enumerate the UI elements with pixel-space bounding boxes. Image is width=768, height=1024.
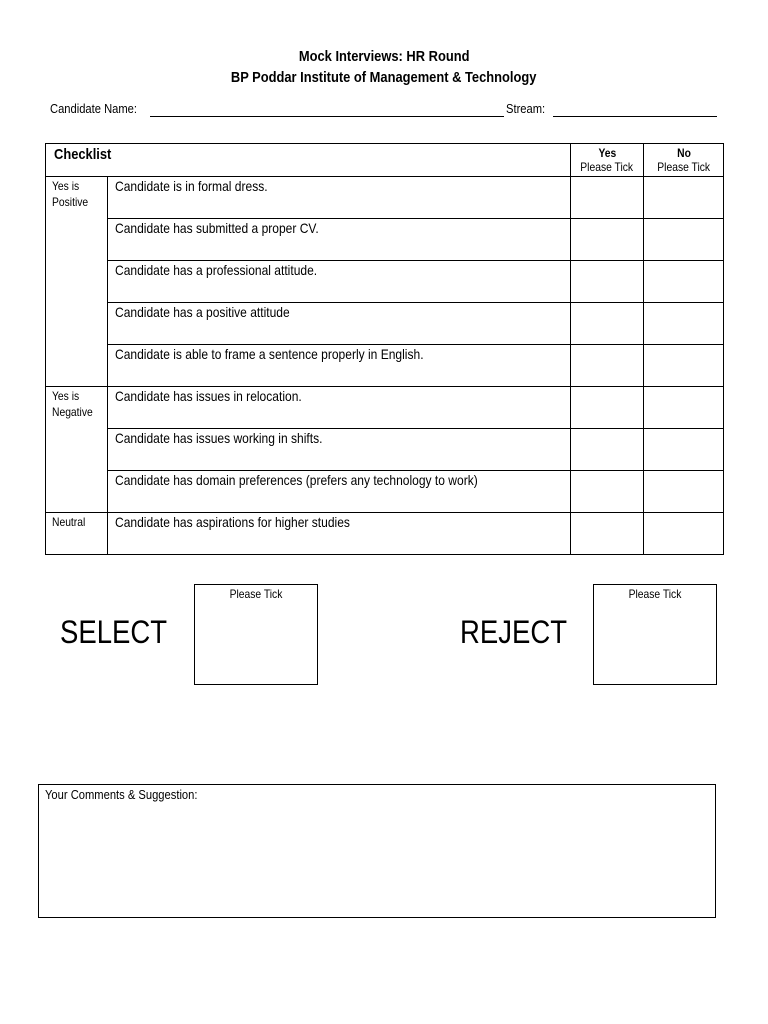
no-tick-cell[interactable] (644, 345, 724, 387)
yes-tick-cell[interactable] (571, 177, 644, 219)
checklist-row (46, 471, 724, 513)
checklist-item: Candidate has issues in relocation. (108, 387, 571, 429)
yes-tick-cell[interactable] (571, 261, 644, 303)
reject-tick-box[interactable] (593, 584, 717, 685)
yes-tick-cell[interactable] (571, 303, 644, 345)
no-tick-cell[interactable] (644, 177, 724, 219)
institute-name: BP Poddar Institute of Management & Technology (231, 69, 537, 86)
stream-field[interactable] (553, 116, 717, 117)
checklist-item: Candidate has issues working in shifts. (108, 429, 571, 471)
checklist-row (46, 177, 724, 219)
category-positive: Yes is Positive (46, 177, 108, 387)
checklist-row (46, 261, 724, 303)
checklist-row (46, 345, 724, 387)
checklist-table (45, 143, 724, 555)
no-tick-cell[interactable] (644, 471, 724, 513)
no-tick-cell[interactable] (644, 513, 724, 555)
yes-tick-cell[interactable] (571, 471, 644, 513)
reject-label: REJECT (460, 614, 568, 650)
checklist-row (46, 219, 724, 261)
no-tick-cell[interactable] (644, 219, 724, 261)
checklist-row (46, 429, 724, 471)
checklist-header-row (46, 144, 724, 177)
checklist-item: Candidate is in formal dress. (108, 177, 571, 219)
stream-label: Stream: (506, 101, 546, 116)
checklist-item: Candidate has a professional attitude. (108, 261, 571, 303)
checklist-item: Candidate has a positive attitude (108, 303, 571, 345)
checklist-row (46, 387, 724, 429)
candidate-name-label: Candidate Name: (50, 101, 138, 116)
select-label: SELECT (60, 614, 168, 650)
checklist-item: Candidate has submitted a proper CV. (108, 219, 571, 261)
reject-tick-hint: Please Tick (628, 587, 682, 601)
yes-tick-cell[interactable] (571, 345, 644, 387)
select-tick-hint: Please Tick (229, 587, 283, 601)
yes-tick-cell[interactable] (571, 513, 644, 555)
form-title: Mock Interviews: HR Round (298, 48, 470, 65)
category-negative: Yes is Negative (46, 387, 108, 513)
checklist-row (46, 303, 724, 345)
checklist-heading: Checklist (46, 144, 571, 177)
category-neutral: Neutral (46, 513, 108, 555)
yes-tick-cell[interactable] (571, 429, 644, 471)
select-tick-box[interactable] (194, 584, 318, 685)
checklist-item: Candidate is able to frame a sentence properly in English. (108, 345, 571, 387)
no-tick-cell[interactable] (644, 303, 724, 345)
candidate-name-field[interactable] (150, 116, 504, 117)
checklist-row (46, 513, 724, 555)
no-tick-cell[interactable] (644, 387, 724, 429)
yes-tick-cell[interactable] (571, 219, 644, 261)
yes-column-header: Yes Please Tick (571, 144, 644, 177)
no-column-header: No Please Tick (644, 144, 724, 177)
no-tick-cell[interactable] (644, 261, 724, 303)
checklist-item: Candidate has domain preferences (prefers any technology to work) (108, 471, 571, 513)
no-tick-cell[interactable] (644, 429, 724, 471)
checklist-item: Candidate has aspirations for higher studies (108, 513, 571, 555)
yes-tick-cell[interactable] (571, 387, 644, 429)
comments-box[interactable] (38, 784, 716, 918)
comments-label: Your Comments & Suggestion: (45, 787, 198, 802)
